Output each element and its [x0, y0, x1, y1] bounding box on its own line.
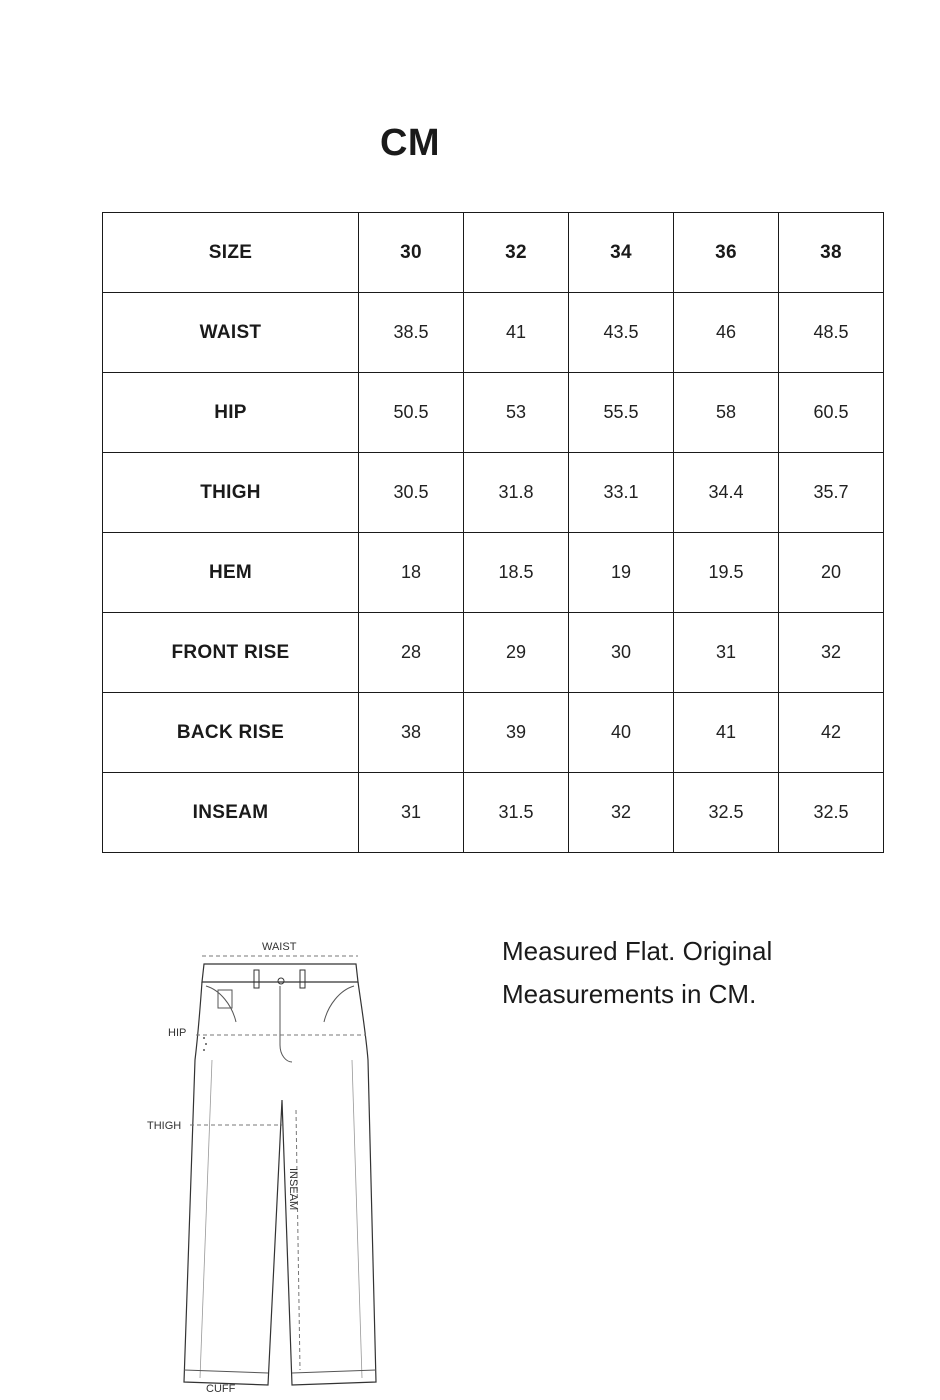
unit-title: CM: [379, 122, 441, 164]
table-cell: 46: [674, 293, 779, 373]
table-cell: 32: [569, 773, 674, 853]
table-cell: 32.5: [779, 773, 884, 853]
row-label: HIP: [103, 373, 359, 453]
table-cell: 30.5: [359, 453, 464, 533]
table-cell: 55.5: [569, 373, 674, 453]
table-cell: 28: [359, 613, 464, 693]
row-label: HEM: [103, 533, 359, 613]
table-cell: 31: [674, 613, 779, 693]
header-size-36: 36: [674, 213, 779, 293]
table-row-inseam: [103, 773, 884, 853]
table-cell: 32: [779, 613, 884, 693]
header-size-38: 38: [779, 213, 884, 293]
header-size-30: 30: [359, 213, 464, 293]
table-cell: 41: [464, 293, 569, 373]
table-cell: 18: [359, 533, 464, 613]
table-row-thigh: [103, 453, 884, 533]
thigh-label: THIGH: [147, 1120, 182, 1132]
note-line-1: Measured Flat. Original: [502, 936, 773, 966]
table-cell: 31: [359, 773, 464, 853]
inseam-measure-line: [296, 1110, 300, 1370]
table-cell: 60.5: [779, 373, 884, 453]
table-cell: 35.7: [779, 453, 884, 533]
table-cell: 31.5: [464, 773, 569, 853]
table-cell: 20: [779, 533, 884, 613]
waist-label: WAIST: [262, 941, 297, 953]
table-row-hem: [103, 533, 884, 613]
table-cell: 31.8: [464, 453, 569, 533]
inseam-label: INSEAM: [287, 1168, 299, 1211]
header-size: SIZE: [103, 213, 359, 293]
table-cell: 42: [779, 693, 884, 773]
table-header-row: [103, 213, 884, 293]
table-cell: 40: [569, 693, 674, 773]
table-cell: 38: [359, 693, 464, 773]
table-row-waist: [103, 293, 884, 373]
pants-measurement-diagram: [140, 930, 400, 1395]
waistband-outline: [202, 964, 358, 982]
table-cell: 48.5: [779, 293, 884, 373]
row-label: FRONT RISE: [103, 613, 359, 693]
header-size-34: 34: [569, 213, 674, 293]
table-cell: 58: [674, 373, 779, 453]
table-cell: 19: [569, 533, 674, 613]
table-cell: 41: [674, 693, 779, 773]
pants-illustration: [140, 930, 400, 1395]
note-line-2: Measurements in CM.: [502, 979, 757, 1009]
table-cell: 33.1: [569, 453, 674, 533]
table-row-back-rise: [103, 693, 884, 773]
table-cell: 18.5: [464, 533, 569, 613]
table-row-front-rise: [103, 613, 884, 693]
table-cell: 43.5: [569, 293, 674, 373]
size-chart-table: [102, 212, 884, 853]
table-row-hip: [103, 373, 884, 453]
table-cell: 19.5: [674, 533, 779, 613]
hip-label: HIP: [168, 1027, 187, 1039]
table-cell: 30: [569, 613, 674, 693]
row-label: THIGH: [103, 453, 359, 533]
table-cell: 32.5: [674, 773, 779, 853]
table-cell: 38.5: [359, 293, 464, 373]
measurement-note: [502, 930, 882, 1016]
row-label: WAIST: [103, 293, 359, 373]
button-icon: [278, 978, 284, 984]
table-cell: 29: [464, 613, 569, 693]
cuff-label: CUFF: [206, 1383, 236, 1395]
table-cell: 39: [464, 693, 569, 773]
header-size-32: 32: [464, 213, 569, 293]
row-label: BACK RISE: [103, 693, 359, 773]
table-cell: 50.5: [359, 373, 464, 453]
row-label: INSEAM: [103, 773, 359, 853]
table-cell: 34.4: [674, 453, 779, 533]
table-cell: 53: [464, 373, 569, 453]
